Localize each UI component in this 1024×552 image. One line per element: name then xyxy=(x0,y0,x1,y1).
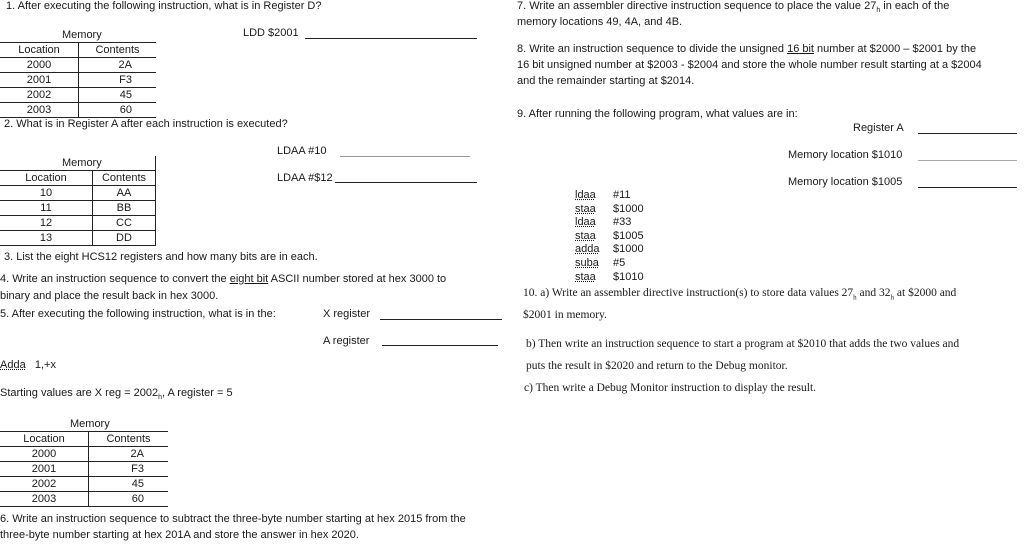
table-row: 11 BB xyxy=(0,201,156,216)
q1-instruction: LDD $2001 xyxy=(243,27,299,39)
q1-answer-line[interactable] xyxy=(305,38,477,39)
program-line: staa $1010 xyxy=(575,270,644,283)
table-row: 12 CC xyxy=(0,216,156,231)
q10b-line2: puts the result in $2020 and return to the Debug monitor. xyxy=(526,360,788,372)
q2-question: 2. What is in Register A after each instruction is executed? xyxy=(4,118,288,130)
q3-question: 3. List the eight HCS12 registers and how many bits are in each. xyxy=(4,251,318,263)
q9-mem1010-answer-line[interactable] xyxy=(918,160,1017,161)
q8-underlined-term: 16 bit xyxy=(787,43,814,55)
q6-question-line2: three-byte number starting at hex 201A and store the answer in hex 2020. xyxy=(0,529,359,541)
q10a-line2: $2001 in memory. xyxy=(523,309,607,321)
table-row: 2003 60 xyxy=(0,103,156,118)
table-caption: Memory xyxy=(0,417,168,432)
q4-underlined-term: eight bit xyxy=(229,273,269,285)
header-contents: Contents xyxy=(93,171,156,186)
program-line: ldaa #33 xyxy=(575,216,632,229)
q8-question-line2: 16 bit unsigned number at $2003 - $2004 and store the whole number result starting at a $2004 xyxy=(517,59,982,71)
q5-memory-table xyxy=(0,417,168,507)
q9-mem1010-label: Memory location $1010 xyxy=(788,149,903,161)
q8-question-line3: and the remainder starting at $2014. xyxy=(517,75,695,87)
q2-answer-line-1[interactable] xyxy=(340,156,470,157)
q6-question-line1: 6. Write an instruction sequence to subtract the three-byte number starting at hex 2015 from the xyxy=(0,513,466,525)
q7-question-line2: memory locations 49, 4A, and 4B. xyxy=(517,16,683,28)
q10c-line: c) Then write a Debug Monitor instruction to display the result. xyxy=(524,382,817,394)
table-row: 2001 F3 xyxy=(0,462,168,477)
q2-answer-line-2[interactable] xyxy=(335,182,477,183)
q1-memory-table xyxy=(0,28,156,118)
table-row: 13 DD xyxy=(0,231,156,246)
q7-question-line1: 7. Write an assembler directive instruction sequence to place the value $27_h$ in each of the xyxy=(517,0,950,15)
table-row: 2000 2A xyxy=(0,58,156,73)
q9-register-a-answer-line[interactable] xyxy=(918,133,1017,134)
table-row: 2001 F3 xyxy=(0,73,156,88)
q1-question: 1. After executing the following instruction, what is in Register D? xyxy=(6,0,322,12)
table-row: 2000 2A xyxy=(0,447,168,462)
q4-question-line2: binary and place the result back in hex 3000. xyxy=(0,290,219,302)
q5-a-answer-line[interactable] xyxy=(382,345,498,346)
header-contents: Contents xyxy=(89,432,169,447)
header-contents: Contents xyxy=(79,43,157,58)
header-location: Location xyxy=(0,432,89,447)
table-caption: Memory xyxy=(0,156,156,171)
q5-starting-values: Starting values are X reg = $2002_h$, A register = 5 xyxy=(0,387,233,402)
program-line: ldaa #11 xyxy=(575,189,631,201)
table-row: 2003 60 xyxy=(0,492,168,507)
q2-instr2: LDAA #$12 xyxy=(277,172,333,184)
q5-instruction: Adda 1,+x xyxy=(0,359,56,371)
q5-x-answer-line[interactable] xyxy=(380,319,502,320)
q9-mem1005-label: Memory location $1005 xyxy=(788,176,903,188)
q5-x-register-label: X register xyxy=(323,308,371,320)
table-caption: Memory xyxy=(0,28,156,43)
q2-memory-table xyxy=(0,156,156,246)
q5-a-register-label: A register xyxy=(323,335,370,347)
program-line: adda $1000 xyxy=(575,243,644,256)
table-row: 2002 45 xyxy=(0,88,156,103)
q9-question: 9. After running the following program, what values are in: xyxy=(517,108,798,120)
q9-program-listing xyxy=(575,189,644,284)
header-location: Location xyxy=(0,43,79,58)
q2-instr1: LDAA #10 xyxy=(277,145,327,157)
q5-question: 5. After executing the following instruction, what is in the: xyxy=(0,308,276,320)
program-line: staa $1005 xyxy=(575,229,644,242)
q9-mem1005-answer-line[interactable] xyxy=(918,187,1017,188)
header-location: Location xyxy=(0,171,93,186)
q4-question-line1: 4. Write an instruction sequence to convert the eight bit ASCII number stored at hex 3000 to xyxy=(0,273,447,285)
table-row: 10 AA xyxy=(0,186,156,201)
table-row: 2002 45 xyxy=(0,477,168,492)
q8-question-line1: 8. Write an instruction sequence to divide the unsigned 16 bit number at $2000 – $2001 by the xyxy=(517,43,977,55)
program-line: staa $1000 xyxy=(575,202,644,215)
program-line: suba #5 xyxy=(575,256,626,269)
q10b-line1: b) Then write an instruction sequence to start a program at $2010 that adds the two values and xyxy=(526,338,960,350)
q10a-line1: 10. a) Write an assembler directive instruction(s) to store data values $27_h$ and $32_h$ at $2000 and xyxy=(523,287,957,302)
q9-register-a-label: Register A xyxy=(853,122,904,134)
